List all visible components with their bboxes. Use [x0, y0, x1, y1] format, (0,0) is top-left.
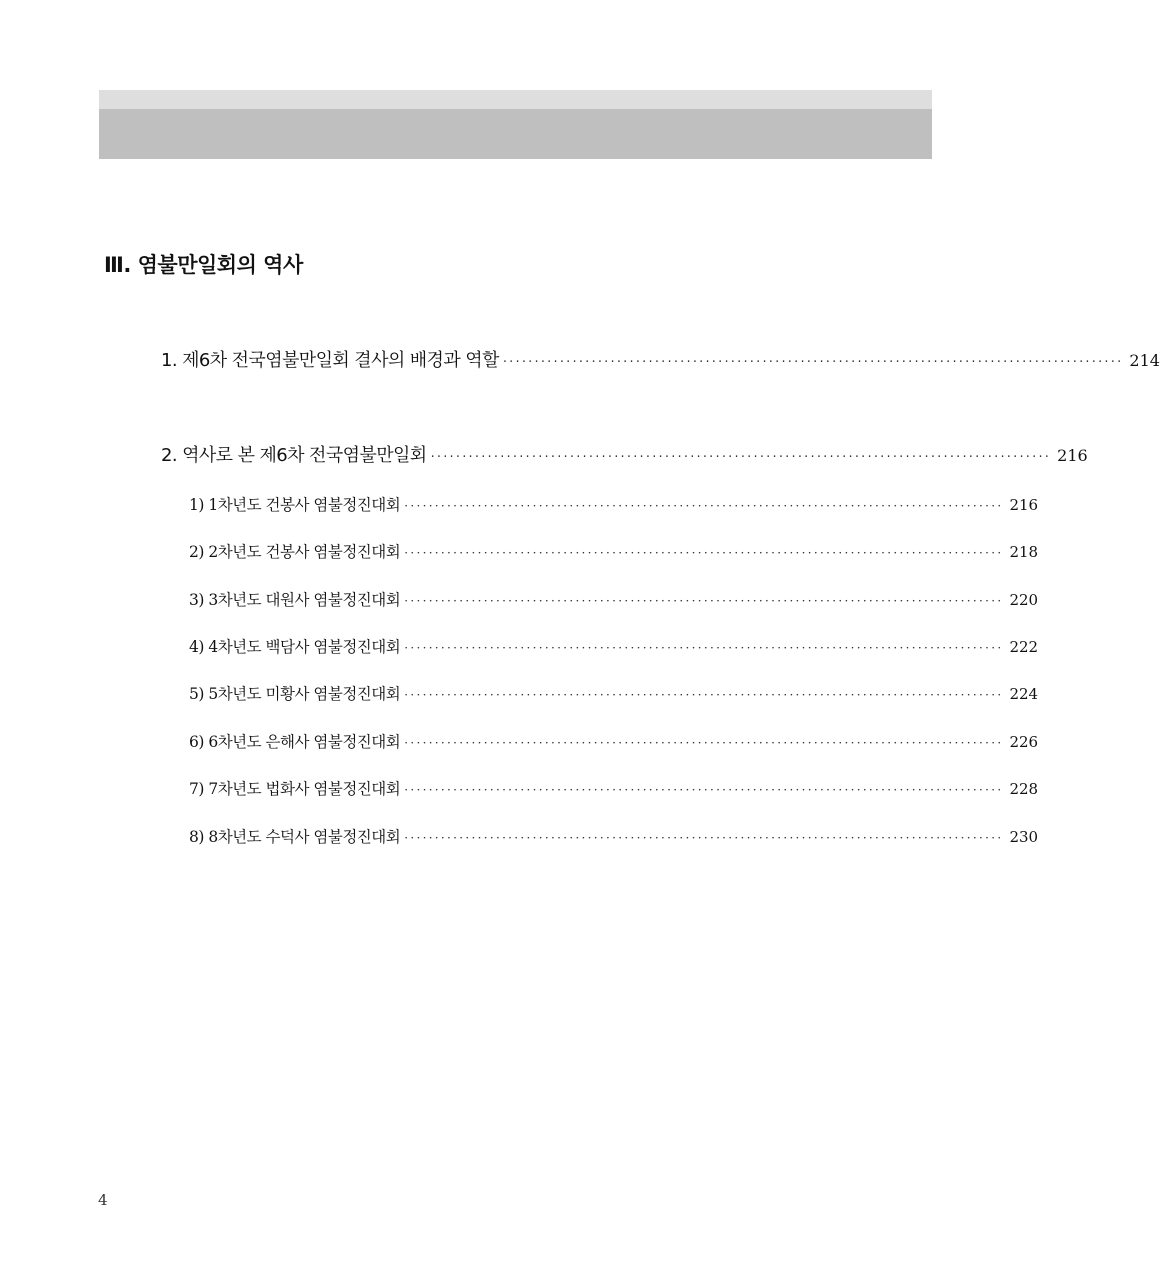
toc-page-number: 228	[1009, 780, 1039, 798]
toc-subsection-label: 1) 1차년도 건봉사 염불정진대회	[189, 496, 401, 514]
toc-chapter-1[interactable]	[161, 346, 1160, 372]
section-title: Ⅲ. 염불만일회의 역사	[104, 253, 303, 277]
toc-page-number: 224	[1009, 685, 1039, 703]
toc-subsection-label: 7) 7차년도 법화사 염불정진대회	[189, 780, 401, 798]
toc-subsection-7[interactable]	[189, 777, 1039, 799]
toc-page-number: 220	[1009, 591, 1039, 609]
toc-subsection-2[interactable]	[189, 540, 1039, 562]
toc-subsection-label: 4) 4차년도 백담사 염불정진대회	[189, 638, 401, 656]
toc-page-number: 230	[1009, 828, 1039, 846]
toc-subsection-label: 8) 8차년도 수덕사 염불정진대회	[189, 828, 401, 846]
leader-dots: ··································································································	[404, 546, 1004, 560]
toc-subsection-6[interactable]	[189, 730, 1039, 752]
footer-page-number: 4	[98, 1191, 108, 1209]
toc-subsection-4[interactable]	[189, 635, 1039, 657]
header-band-light	[99, 90, 932, 109]
toc-chapter-label: 2. 역사로 본 제6차 전국염불만일회	[161, 445, 427, 466]
toc-page-number: 216	[1009, 496, 1039, 514]
leader-dots: ··································································································	[404, 831, 1004, 845]
leader-dots: ··································································································	[404, 688, 1004, 702]
toc-subsection-5[interactable]	[189, 682, 1039, 704]
toc-subsection-label: 2) 2차년도 건봉사 염불정진대회	[189, 543, 401, 561]
header-band	[99, 109, 932, 159]
leader-dots: ··································································································	[430, 450, 1052, 465]
toc-page-number: 222	[1009, 638, 1039, 656]
toc-page-number: 216	[1057, 446, 1088, 465]
toc-subsection-label: 5) 5차년도 미황사 염불정진대회	[189, 685, 401, 703]
leader-dots: ··································································································	[404, 783, 1004, 797]
toc-chapter-label: 1. 제6차 전국염불만일회 결사의 배경과 역할	[161, 350, 499, 371]
leader-dots: ··································································································	[404, 736, 1004, 750]
toc-page-number: 214	[1129, 351, 1160, 370]
leader-dots: ··································································································	[404, 641, 1004, 655]
toc-chapter-2[interactable]	[161, 441, 1088, 467]
toc-page-number: 218	[1009, 543, 1039, 561]
leader-dots: ··································································································	[404, 499, 1004, 513]
toc-subsection-label: 6) 6차년도 은해사 염불정진대회	[189, 733, 401, 751]
leader-dots: ··································································································	[502, 355, 1124, 370]
toc-subsection-8[interactable]	[189, 825, 1039, 847]
toc-subsection-label: 3) 3차년도 대원사 염불정진대회	[189, 591, 401, 609]
leader-dots: ··································································································	[404, 594, 1004, 608]
toc-subsection-1[interactable]	[189, 493, 1039, 515]
toc-page-number: 226	[1009, 733, 1039, 751]
toc-subsection-3[interactable]	[189, 588, 1039, 610]
